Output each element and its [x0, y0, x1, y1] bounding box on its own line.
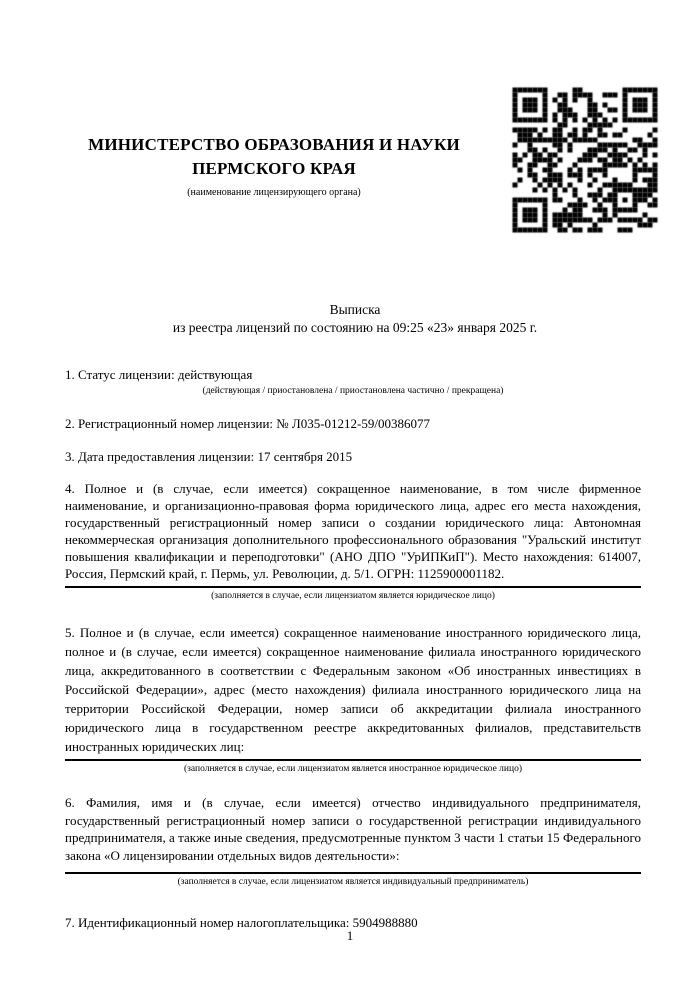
- document-title-line1: Выписка: [329, 302, 381, 317]
- item5-foreign-entity: 5. Полное и (в случае, если имеется) сокращенное наименование иностранного юридического лица, полное и (в случае, если имеется) сокращенное наименование филиала иностранного юридического лица, аккредитованного в соответствии с Федеральным законом «Об иностранных инвестициях в Российской Федерации», адрес (место нахождения) филиала иностранного юридического лица на территории Российской Федерации, номер записи об аккредитации филиала иностранного юридического лица в государственном реестре аккредитованных филиалов, представительств иностранных юридических лиц:: [65, 625, 641, 754]
- item6-caption: (заполняется в случае, если лицензиатом является индивидуальный предприниматель): [177, 877, 529, 887]
- page-number: 1: [346, 928, 354, 943]
- item4-value: Автономная некоммерческая организация дополнительного профессионального образования "Уральский институт повышения квалификации и переподготовки" (АНО ДПО "УрИПКиП"). Место нахождения: 614007, Россия, Пермский край, г. Пермь, ул. Революции, д. 5/1. ОГРН: 1125900001182.: [65, 515, 641, 581]
- item5-fill-line: [65, 759, 641, 761]
- item3-grant-date: 3. Дата предоставления лицензии: 17 сентября 2015: [65, 449, 353, 464]
- item1-status: 1. Статус лицензии: действующая: [65, 367, 253, 382]
- item6-fill-line: [65, 872, 641, 874]
- item4-label: 4. Полное и (в случае, если имеется) сокращенное наименование, в том числе фирменное наименование, и организационно-правовая форма юридического лица, адрес его места нахождения, государственный регистрационный номер записи о создании юридического лица:: [65, 481, 641, 530]
- item4-legal-entity: [65, 480, 641, 582]
- ministry-name-line1: МИНИСТЕРСТВО ОБРАЗОВАНИЯ И НАУКИ: [88, 135, 460, 154]
- item6-individual-entrepreneur: 6. Фамилия, имя и (в случае, если имеется) отчество индивидуального предпринимателя, государственный регистрационный номер записи о государственной регистрации индивидуального предпринимателя, а также иные сведения, предусмотренные пунктом 3 части 1 статьи 15 Федерального закона «О лицензировании отдельных видов деятельности»:: [65, 795, 641, 863]
- document-title-line2: из реестра лицензий по состоянию на 09:25 «23» января 2025 г.: [172, 320, 538, 335]
- item4-caption: (заполняется в случае, если лицензиатом является юридическое лицо): [211, 591, 495, 601]
- document-body: [65, 366, 641, 931]
- item7-taxpayer-number: 7. Идентификационный номер налогоплательщика: 5904988880: [65, 915, 418, 930]
- item4-fill-line: [65, 586, 641, 588]
- qr-code: [505, 80, 665, 240]
- document-title: [60, 301, 650, 337]
- item1-caption: (действующая / приостановлена / приостановлена частично / прекращена): [202, 386, 504, 396]
- item5-caption: (заполняется в случае, если лицензиатом является иностранное юридическое лицо): [184, 764, 522, 774]
- licensing-authority-block: [58, 133, 490, 199]
- ministry-name-line2: ПЕРМСКОГО КРАЯ: [192, 159, 356, 178]
- item2-registration-number: 2. Регистрационный номер лицензии: № Л035-01212-59/00386077: [65, 416, 431, 431]
- ministry-caption: (наименование лицензирующего органа): [187, 187, 361, 198]
